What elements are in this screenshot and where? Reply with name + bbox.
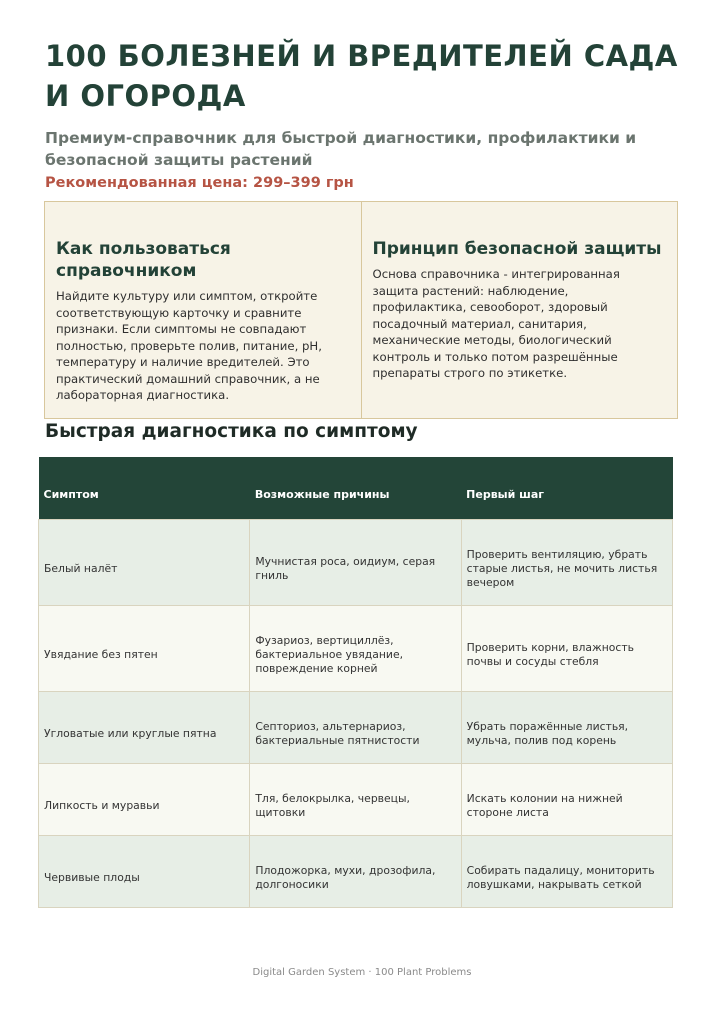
first-step-cell: [461, 691, 672, 763]
info-panel: [44, 201, 678, 419]
causes-cell: [250, 691, 461, 763]
symptom-cell: [39, 519, 250, 605]
symptom-text: Липкость и муравьи: [44, 799, 160, 812]
how-to-use-box: [45, 202, 361, 418]
first-step-cell: [461, 605, 672, 691]
diagnostics-table: [38, 457, 673, 908]
first-step-cell: [461, 763, 672, 835]
how-to-use-text: Найдите культуру или симптом, откройте соответствующую карточку и сравните признаки. Если симптомы не совпадают полностью, проверьте полив, питание, pH, температуру и наличие вредителей. Это практический домашний справочник, а не лабораторная диагностика.: [56, 289, 322, 402]
footer-text: Digital Garden System · 100 Plant Problems: [252, 967, 472, 978]
page-subtitle: Премиум-справочник для быстрой диагностики, профилактики и безопасной защиты растений: [45, 129, 637, 169]
symptom-cell: [39, 835, 250, 907]
causes-cell: [250, 519, 461, 605]
how-to-use-heading: Как пользоваться справочником: [56, 239, 231, 281]
causes-text: Плодожорка, мухи, дрозофила, долгоносики: [255, 864, 436, 891]
safe-protection-box: [361, 202, 678, 418]
causes-cell: [250, 763, 461, 835]
causes-text: Фузариоз, вертициллёз, бактериальное увядание, повреждение корней: [255, 634, 404, 675]
safe-protection-text: Основа справочника - интегрированная защита растений: наблюдение, профилактика, севооборот, здоровый посадочный материал, санитария, механические методы, биологический контроль и только потом разрешённые препараты строго по этикетке.: [372, 267, 620, 380]
causes-text: Мучнистая роса, оидиум, серая гниль: [255, 555, 436, 582]
symptom-text: Червивые плоды: [44, 871, 140, 884]
first-step-cell: [461, 835, 672, 907]
first-step-text: Проверить корни, влажность почвы и сосуды стебля: [466, 641, 634, 668]
column-header-first-step: Первый шаг: [461, 457, 672, 519]
symptom-cell: [39, 763, 250, 835]
table-row: [39, 763, 673, 835]
causes-cell: [250, 605, 461, 691]
table-row: [39, 605, 673, 691]
column-header-symptom: Симптом: [39, 457, 250, 519]
table-row: [39, 691, 673, 763]
diagnostics-title: Быстрая диагностика по симптому: [45, 421, 418, 442]
first-step-text: Проверить вентиляцию, убрать старые листья, не мочить листья вечером: [466, 548, 658, 589]
column-header-causes: Возможные причины: [250, 457, 461, 519]
table-row: [39, 835, 673, 907]
first-step-text: Собирать падалицу, мониторить ловушками, накрывать сеткой: [466, 864, 655, 891]
first-step-text: Искать колонии на нижней стороне листа: [466, 792, 623, 819]
recommended-price: Рекомендованная цена: 299–399 грн: [45, 175, 354, 191]
table-header-row: [39, 457, 673, 519]
table-row: [39, 519, 673, 605]
page-title: 100 БОЛЕЗНЕЙ И ВРЕДИТЕЛЕЙ САДА И ОГОРОДА: [45, 39, 678, 113]
first-step-cell: [461, 519, 672, 605]
causes-cell: [250, 835, 461, 907]
causes-text: Тля, белокрылка, червецы, щитовки: [255, 792, 410, 819]
causes-text: Септориоз, альтернариоз, бактериальные пятнистости: [255, 720, 420, 747]
symptom-text: Угловатые или круглые пятна: [44, 727, 217, 740]
symptom-cell: [39, 605, 250, 691]
symptom-cell: [39, 691, 250, 763]
symptom-text: Увядание без пятен: [44, 648, 158, 661]
first-step-text: Убрать поражённые листья, мульча, полив под корень: [466, 720, 629, 747]
symptom-text: Белый налёт: [44, 562, 118, 575]
safe-protection-heading: Принцип безопасной защиты: [372, 239, 662, 259]
